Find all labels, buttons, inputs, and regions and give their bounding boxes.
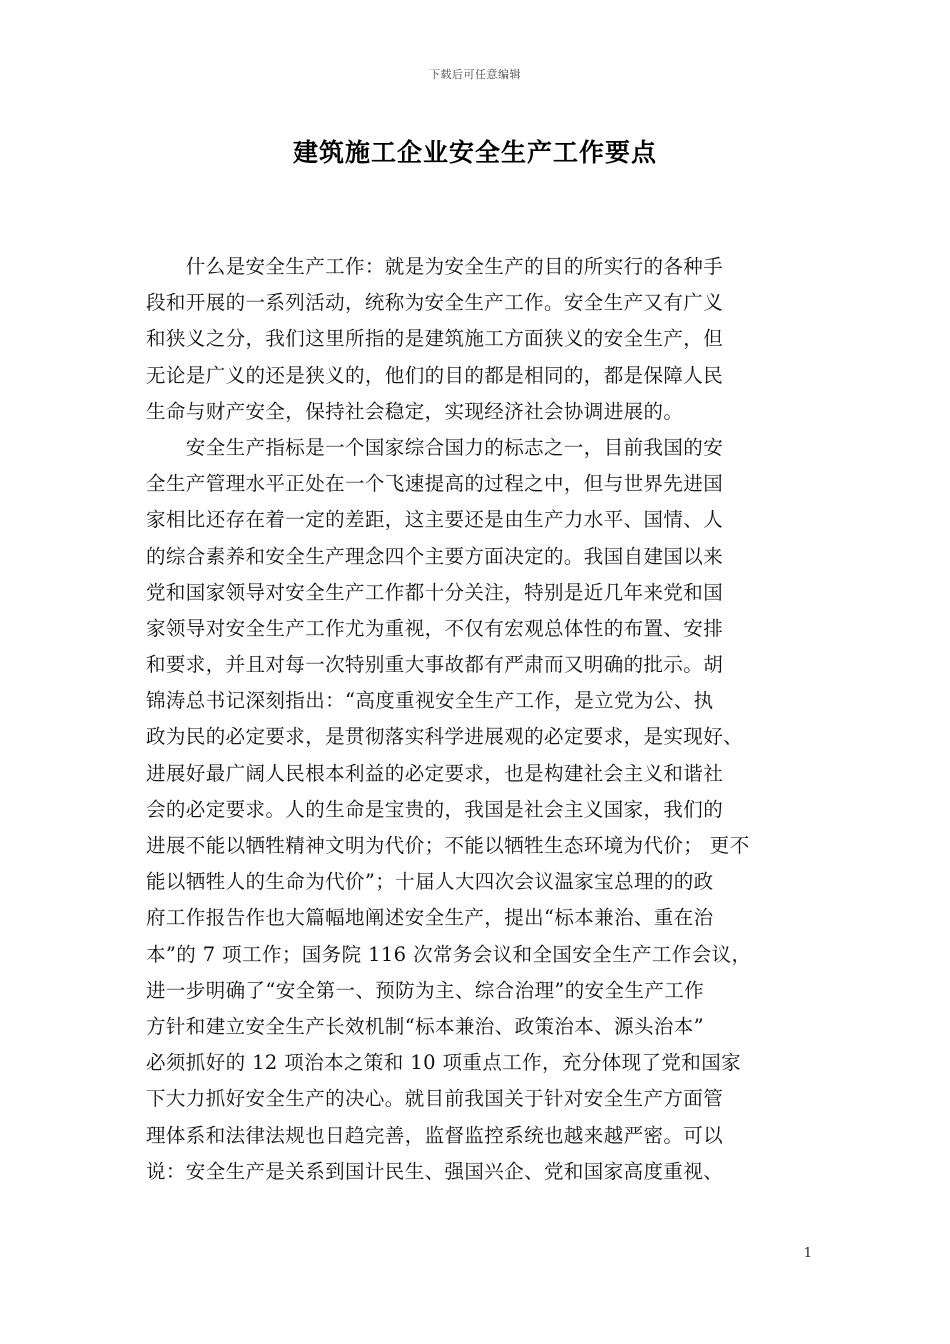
text-line: 安全生产指标是一个国家综合国力的标志之一，目前我国的安	[146, 435, 724, 459]
document-title: 建筑施工企业安全生产工作要点	[292, 138, 657, 167]
text-line: 理体系和法律法规也日趋完善，监督监控系统也越来越严密。可以	[146, 1123, 724, 1147]
text-line: 进展不能以牺牲精神文明为代价；不能以牺牲生态环境为代价； 更不	[146, 834, 750, 857]
text-line: 生命与财产安全，保持社会稳定，实现经济社会协调进展的。	[146, 399, 684, 423]
text-line: 的综合素养和安全生产理念四个主要方面决定的。我国自建国以来	[146, 544, 724, 568]
text-line: 必须抓好的 12 项治本之策和 10 项重点工作，充分体现了党和国家	[146, 1051, 742, 1075]
text-line: 进一步明确了“安全第一、预防为主、综合治理”的安全生产工作	[146, 978, 705, 1002]
text-line: 什么是安全生产工作：就是为安全生产的目的所实行的各种手	[146, 255, 724, 278]
text-line: 家领导对安全生产工作尤为重视，不仅有宏观总体性的布置、安排	[146, 616, 724, 640]
text-line: 家相比还存在着一定的差距，这主要还是由生产力水平、国情、人	[146, 508, 724, 532]
body-text	[146, 249, 806, 1190]
text-line: 府工作报告作也大篇幅地阐述安全生产，提出“标本兼治、重在治	[146, 906, 714, 930]
page-number: 1	[803, 1246, 812, 1261]
text-line: 党和国家领导对安全生产工作都十分关注，特别是近几年来党和国	[146, 580, 724, 604]
text-line: 下大力抓好安全生产的决心。就目前我国关于针对安全生产方面管	[146, 1087, 724, 1111]
text-line: 方针和建立安全生产长效机制“标本兼治、政策治本、源头治本”	[146, 1014, 705, 1038]
text-line: 会的必定要求。人的生命是宝贵的，我国是社会主义国家，我们的	[146, 797, 724, 821]
text-line: 锦涛总书记深刻指出：“高度重视安全生产工作，是立党为公、执	[146, 689, 714, 713]
text-line: 进展好最广阔人民根本利益的必定要求，也是构建社会主义和谐社	[146, 761, 724, 785]
text-line: 政为民的必定要求，是贯彻落实科学进展观的必定要求，是实现好、	[146, 725, 744, 749]
text-line: 能以牺牲人的生命为代价”；十届人大四次会议温家宝总理的的政	[146, 870, 714, 894]
text-line: 全生产管理水平正处在一个飞速提高的过程之中，但与世界先进国	[146, 472, 724, 496]
text-line: 和要求，并且对每一次特别重大事故都有严肃而又明确的批示。胡	[146, 653, 724, 677]
text-line: 无论是广义的还是狭义的，他们的目的都是相同的，都是保障人民	[146, 363, 724, 387]
header-note: 下载后可任意编辑	[429, 68, 521, 81]
text-line: 和狭义之分，我们这里所指的是建筑施工方面狭义的安全生产，但	[146, 327, 724, 351]
text-line: 段和开展的一系列活动，统称为安全生产工作。安全生产又有广义	[146, 291, 724, 315]
text-line: 说：安全生产是关系到国计民生、强国兴企、党和国家高度重视、	[146, 1159, 724, 1183]
text-line: 本”的 7 项工作；国务院 116 次常务会议和全国安全生产工作会议，	[146, 942, 752, 966]
